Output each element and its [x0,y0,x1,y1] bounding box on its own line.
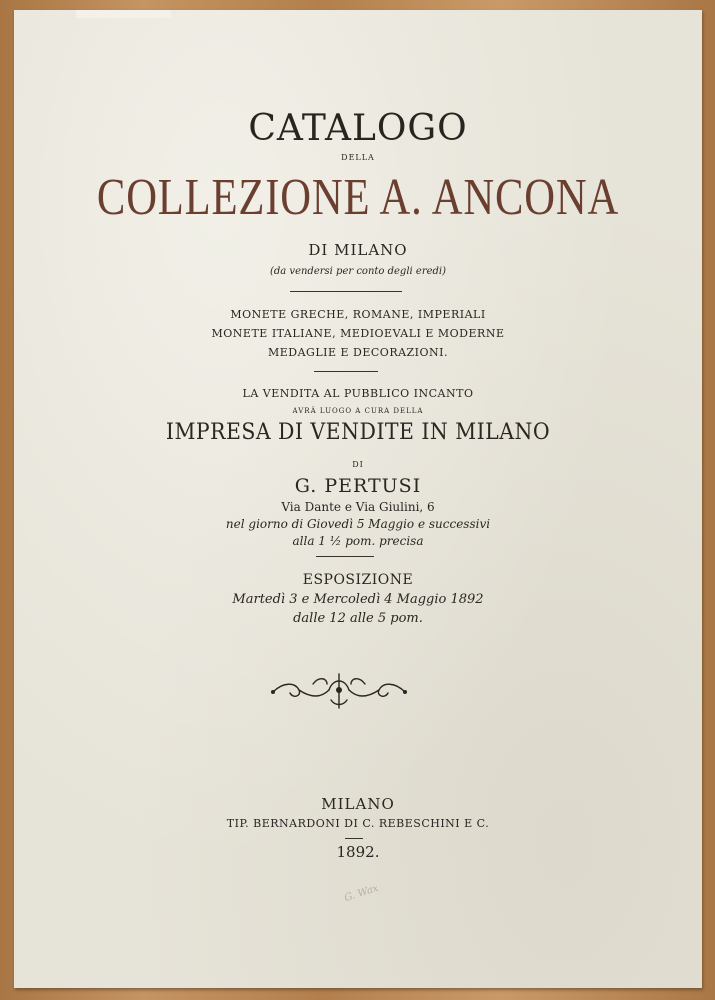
auctioneer-name: G. PERTUSI [294,475,422,497]
title-collection: COLLEZIONE A. ANCONA [96,169,620,226]
exhibition-title: ESPOSIZIONE [302,572,414,588]
di-label: DI [352,460,364,469]
contents-line-2: MONETE ITALIANE, MEDIOEVALI E MODERNE [211,327,505,340]
divider-1 [290,291,402,292]
auction-house: IMPRESA DI VENDITE IN MILANO [165,420,551,445]
address: Via Dante e Via Giulini, 6 [281,500,435,514]
contents-line-1: MONETE GRECHE, ROMANE, IMPERIALI [230,308,486,321]
della-label: DELLA [341,153,375,162]
divider-4 [345,838,363,839]
imprint-city: MILANO [321,795,395,813]
sale-time: alla 1 ½ pom. precisa [292,534,424,548]
paper-sticker [76,10,171,18]
printer-line: TIP. BERNARDONI DI C. REBESCHINI E C. [226,817,490,830]
heirs-note: (da vendersi per conto degli eredi) [269,266,447,277]
sale-date: nel giorno di Giovedì 5 Maggio e successivi [225,517,491,531]
sale-line: LA VENDITA AL PUBBLICO INCANTO [242,387,474,400]
catalog-cover [14,10,702,988]
contents-line-3: MEDAGLIE E DECORAZIONI. [267,346,449,359]
exhibition-dates: Martedì 3 e Mercoledì 4 Maggio 1892 [232,592,484,607]
divider-3 [316,556,374,557]
exhibition-hours: dalle 12 alle 5 pom. [293,611,423,626]
city-line: DI MILANO [308,241,408,259]
title-catalogo: CATALOGO [248,108,468,149]
ornament-icon [269,668,409,712]
pencil-mark: G. Wax [343,882,380,905]
publication-year: 1892. [336,843,380,861]
divider-2 [314,371,378,372]
avra-line: AVRÀ LUOGO A CURA DELLA [292,407,424,415]
